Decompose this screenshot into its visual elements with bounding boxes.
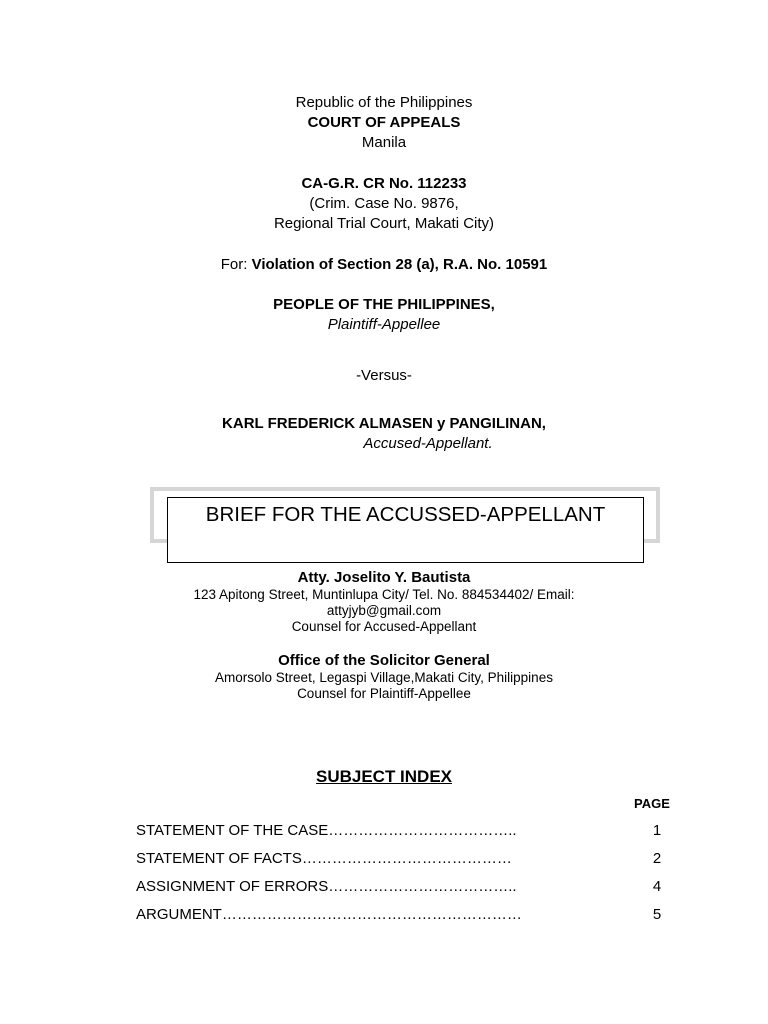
court-city: Manila	[361, 134, 407, 151]
page-column-header: PAGE	[634, 796, 670, 811]
accused-name: KARL FREDERICK ALMASEN y PANGILINAN,	[222, 415, 546, 432]
title-box	[167, 497, 644, 563]
osg-name: Office of the Solicitor General	[278, 652, 490, 669]
index-row	[136, 822, 676, 842]
index-row	[136, 878, 676, 898]
plaintiff-name: PEOPLE OF THE PHILIPPINES,	[273, 296, 495, 313]
republic-line: Republic of the Philippines	[295, 94, 473, 111]
violation-text: Violation of Section 28 (a), R.A. No. 10591	[251, 256, 548, 273]
osg-role: Counsel for Plaintiff-Appellee	[297, 686, 471, 701]
brief-title: BRIEF FOR THE ACCUSSED-APPELLANT	[205, 503, 606, 526]
index-row-page: 5	[652, 906, 662, 923]
index-row-page: 4	[652, 878, 662, 895]
case-number: CA-G.R. CR No. 112233	[301, 175, 467, 192]
subject-index-title: SUBJECT INDEX	[315, 767, 453, 786]
index-row-page: 1	[652, 822, 662, 839]
osg-address: Amorsolo Street, Legaspi Village,Makati City, Philippines	[215, 670, 553, 685]
index-row-label: STATEMENT OF FACTS……………………………………	[136, 850, 512, 867]
index-row	[136, 906, 676, 926]
violation-line	[0, 256, 768, 273]
court-name: COURT OF APPEALS	[307, 114, 461, 131]
index-row-label: STATEMENT OF THE CASE………………………………..	[136, 822, 517, 839]
trial-court: Regional Trial Court, Makati City)	[273, 215, 495, 232]
crim-case-number: (Crim. Case No. 9876,	[309, 195, 459, 212]
versus-text: -Versus-	[356, 367, 412, 384]
plaintiff-role: Plaintiff-Appellee	[327, 316, 441, 333]
index-row-label: ASSIGNMENT OF ERRORS………………………………..	[136, 878, 517, 895]
index-row-page: 2	[652, 850, 662, 867]
counsel-role: Counsel for Accused-Appellant	[291, 619, 477, 634]
index-row-label: ARGUMENT……………………………………………………	[136, 906, 522, 923]
counsel-address: 123 Apitong Street, Muntinlupa City/ Tel. No. 884534402/ Email:	[193, 587, 575, 602]
counsel-email: attyjyb@gmail.com	[326, 603, 442, 618]
for-label: For:	[220, 256, 248, 273]
counsel-name: Atty. Joselito Y. Bautista	[297, 569, 471, 586]
accused-role: Accused-Appellant.	[363, 435, 493, 452]
index-row	[136, 850, 676, 870]
